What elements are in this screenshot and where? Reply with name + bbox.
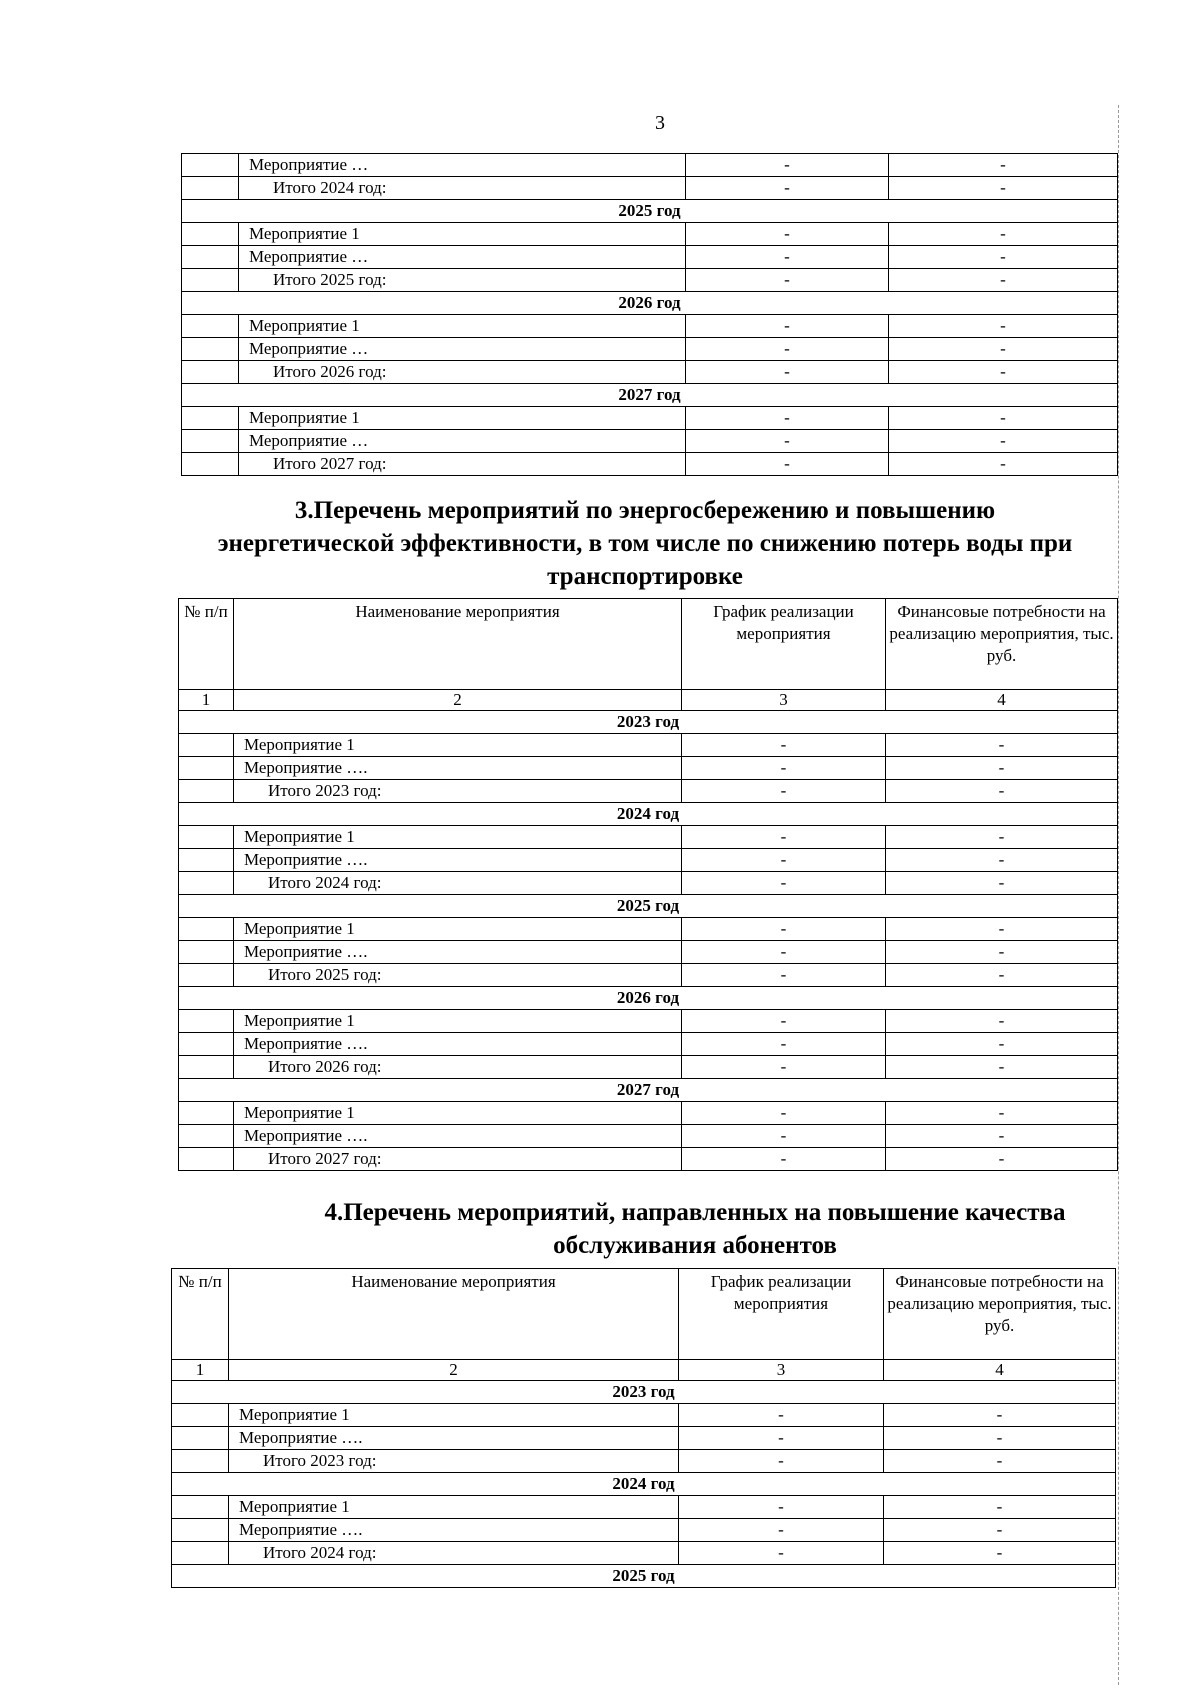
row-number-cell	[172, 1450, 229, 1473]
table-row	[172, 1404, 1116, 1427]
schedule-cell: -	[679, 1427, 884, 1450]
finance-cell: -	[884, 1496, 1116, 1519]
finance-cell: -	[886, 941, 1118, 964]
row-number-cell	[172, 1542, 229, 1565]
finance-cell: -	[889, 223, 1118, 246]
activity-name: Мероприятие 1	[234, 1010, 682, 1033]
schedule-cell: -	[682, 757, 886, 780]
row-number-cell	[179, 1010, 234, 1033]
activity-name: Мероприятие ….	[234, 1033, 682, 1056]
activity-name: Мероприятие 1	[234, 918, 682, 941]
column-number: 1	[172, 1360, 229, 1381]
finance-cell: -	[884, 1404, 1116, 1427]
table-row	[179, 1125, 1118, 1148]
row-number-cell	[172, 1404, 229, 1427]
row-number-cell	[182, 154, 239, 177]
finance-cell: -	[889, 246, 1118, 269]
row-number-cell	[182, 453, 239, 476]
activity-name: Мероприятие 1	[239, 407, 686, 430]
row-number-cell	[182, 361, 239, 384]
schedule-cell: -	[682, 849, 886, 872]
total-label: Итого 2024 год:	[234, 872, 682, 895]
activity-name: Мероприятие ….	[229, 1519, 679, 1542]
finance-cell: -	[886, 1010, 1118, 1033]
schedule-cell: -	[679, 1542, 884, 1565]
row-number-cell	[179, 1056, 234, 1079]
schedule-cell: -	[679, 1519, 884, 1542]
year-row	[179, 711, 1118, 734]
page-number: 3	[655, 112, 665, 134]
section-4-heading-line: обслуживания абонентов	[553, 1232, 837, 1259]
section-3-heading-line: транспортировке	[547, 563, 743, 590]
total-row	[182, 269, 1118, 292]
year-label: 2023 год	[172, 1381, 1116, 1404]
total-row	[172, 1542, 1116, 1565]
table-row	[179, 918, 1118, 941]
column-number: 4	[884, 1360, 1116, 1381]
finance-cell: -	[889, 430, 1118, 453]
row-number-cell	[179, 826, 234, 849]
year-row	[179, 803, 1118, 826]
schedule-cell: -	[686, 246, 889, 269]
table-row	[179, 1033, 1118, 1056]
table-row	[172, 1519, 1116, 1542]
schedule-cell: -	[682, 941, 886, 964]
year-label: 2026 год	[179, 987, 1118, 1010]
total-row	[179, 964, 1118, 987]
year-label: 2025 год	[179, 895, 1118, 918]
section-3-heading-line: энергетической эффективности, в том числе по снижению потерь воды при	[217, 530, 1073, 557]
section-4-heading	[260, 1196, 1130, 1262]
activity-name: Мероприятие ….	[234, 757, 682, 780]
year-row	[179, 1079, 1118, 1102]
table-row	[172, 1427, 1116, 1450]
schedule-cell: -	[686, 315, 889, 338]
row-number-cell	[172, 1427, 229, 1450]
column-number: 3	[682, 690, 886, 711]
total-row	[179, 1056, 1118, 1079]
finance-cell: -	[886, 757, 1118, 780]
schedule-cell: -	[686, 223, 889, 246]
schedule-cell: -	[686, 453, 889, 476]
finance-cell: -	[886, 872, 1118, 895]
table-row	[179, 849, 1118, 872]
table-row	[179, 941, 1118, 964]
table-row	[182, 154, 1118, 177]
schedule-cell: -	[682, 780, 886, 803]
row-number-cell	[182, 269, 239, 292]
activity-name: Мероприятие …	[239, 430, 686, 453]
row-number-cell	[182, 407, 239, 430]
finance-cell: -	[884, 1519, 1116, 1542]
table-row	[179, 734, 1118, 757]
row-number-cell	[182, 246, 239, 269]
schedule-cell: -	[682, 1102, 886, 1125]
table-row	[179, 757, 1118, 780]
activity-name: Мероприятие ….	[234, 1125, 682, 1148]
total-row	[172, 1450, 1116, 1473]
finance-cell: -	[886, 780, 1118, 803]
activity-name: Мероприятие 1	[239, 223, 686, 246]
finance-cell: -	[886, 1125, 1118, 1148]
row-number-cell	[182, 223, 239, 246]
year-label: 2024 год	[179, 803, 1118, 826]
header-name: Наименование мероприятия	[229, 1269, 679, 1360]
column-number-row	[172, 1360, 1116, 1381]
row-number-cell	[179, 1102, 234, 1125]
year-label: 2025 год	[172, 1565, 1116, 1588]
row-number-cell	[172, 1519, 229, 1542]
finance-cell: -	[884, 1542, 1116, 1565]
table-row	[182, 407, 1118, 430]
year-label: 2025 год	[182, 200, 1118, 223]
total-row	[179, 780, 1118, 803]
row-number-cell	[179, 918, 234, 941]
finance-cell: -	[886, 918, 1118, 941]
column-number: 2	[234, 690, 682, 711]
schedule-cell: -	[682, 918, 886, 941]
row-number-cell	[182, 177, 239, 200]
total-label: Итого 2023 год:	[234, 780, 682, 803]
activity-name: Мероприятие …	[239, 246, 686, 269]
row-number-cell	[172, 1496, 229, 1519]
table-row	[182, 223, 1118, 246]
header-name: Наименование мероприятия	[234, 599, 682, 690]
row-number-cell	[182, 315, 239, 338]
column-number: 4	[886, 690, 1118, 711]
finance-cell: -	[889, 154, 1118, 177]
total-label: Итого 2024 год:	[229, 1542, 679, 1565]
finance-cell: -	[889, 407, 1118, 430]
section-3-table	[178, 598, 1118, 1171]
schedule-cell: -	[679, 1496, 884, 1519]
year-row	[179, 987, 1118, 1010]
total-label: Итого 2025 год:	[239, 269, 686, 292]
finance-cell: -	[889, 453, 1118, 476]
table-row	[182, 338, 1118, 361]
total-row	[182, 177, 1118, 200]
year-row	[172, 1565, 1116, 1588]
table-row	[172, 1496, 1116, 1519]
activity-name: Мероприятие 1	[234, 1102, 682, 1125]
schedule-cell: -	[682, 1148, 886, 1171]
year-row	[182, 384, 1118, 407]
row-number-cell	[182, 430, 239, 453]
schedule-cell: -	[686, 154, 889, 177]
activity-name: Мероприятие 1	[234, 734, 682, 757]
finance-cell: -	[886, 849, 1118, 872]
finance-cell: -	[889, 315, 1118, 338]
finance-cell: -	[886, 1056, 1118, 1079]
table-row	[182, 315, 1118, 338]
row-number-cell	[179, 1148, 234, 1171]
finance-cell: -	[886, 1033, 1118, 1056]
row-number-cell	[179, 1125, 234, 1148]
activity-name: Мероприятие ….	[234, 941, 682, 964]
column-number: 3	[679, 1360, 884, 1381]
table-row	[179, 826, 1118, 849]
activity-name: Мероприятие …	[239, 154, 686, 177]
year-row	[182, 200, 1118, 223]
finance-cell: -	[886, 964, 1118, 987]
finance-cell: -	[886, 826, 1118, 849]
row-number-cell	[179, 872, 234, 895]
year-label: 2023 год	[179, 711, 1118, 734]
column-number: 2	[229, 1360, 679, 1381]
total-row	[182, 361, 1118, 384]
schedule-cell: -	[682, 872, 886, 895]
activity-name: Мероприятие 1	[229, 1404, 679, 1427]
row-number-cell	[179, 757, 234, 780]
section-4-table	[171, 1268, 1116, 1588]
schedule-cell: -	[682, 1010, 886, 1033]
year-row	[172, 1381, 1116, 1404]
year-row	[182, 292, 1118, 315]
schedule-cell: -	[682, 1056, 886, 1079]
total-label: Итого 2026 год:	[234, 1056, 682, 1079]
finance-cell: -	[886, 1102, 1118, 1125]
column-number: 1	[179, 690, 234, 711]
year-row	[179, 895, 1118, 918]
schedule-cell: -	[679, 1450, 884, 1473]
activity-name: Мероприятие 1	[229, 1496, 679, 1519]
schedule-cell: -	[682, 826, 886, 849]
schedule-cell: -	[686, 177, 889, 200]
schedule-cell: -	[686, 430, 889, 453]
total-label: Итого 2025 год:	[234, 964, 682, 987]
table-row	[179, 1010, 1118, 1033]
continuation-table	[181, 153, 1118, 476]
table-row	[182, 430, 1118, 453]
schedule-cell: -	[686, 361, 889, 384]
header-number: № п/п	[172, 1269, 229, 1360]
activity-name: Мероприятие …	[239, 338, 686, 361]
year-row	[172, 1473, 1116, 1496]
finance-cell: -	[889, 361, 1118, 384]
total-row	[182, 453, 1118, 476]
total-row	[179, 1148, 1118, 1171]
schedule-cell: -	[682, 734, 886, 757]
table-header-row	[179, 599, 1118, 690]
total-label: Итого 2026 год:	[239, 361, 686, 384]
scan-margin-line	[1118, 105, 1119, 1685]
section-4-heading-line: 4.Перечень мероприятий, направленных на повышение качества	[324, 1199, 1066, 1226]
total-label: Итого 2027 год:	[234, 1148, 682, 1171]
activity-name: Мероприятие ….	[234, 849, 682, 872]
section-3-heading-line: 3.Перечень мероприятий по энергосбережению и повышению	[294, 497, 996, 524]
row-number-cell	[179, 1033, 234, 1056]
schedule-cell: -	[686, 269, 889, 292]
finance-cell: -	[884, 1427, 1116, 1450]
row-number-cell	[179, 964, 234, 987]
schedule-cell: -	[682, 1033, 886, 1056]
year-label: 2027 год	[179, 1079, 1118, 1102]
year-label: 2024 год	[172, 1473, 1116, 1496]
schedule-cell: -	[682, 1125, 886, 1148]
total-label: Итого 2027 год:	[239, 453, 686, 476]
header-schedule: График реализации мероприятия	[679, 1269, 884, 1360]
finance-cell: -	[889, 338, 1118, 361]
schedule-cell: -	[686, 338, 889, 361]
schedule-cell: -	[679, 1404, 884, 1427]
header-finance: Финансовые потребности на реализацию мероприятия, тыс. руб.	[884, 1269, 1116, 1360]
finance-cell: -	[889, 269, 1118, 292]
table-row	[179, 1102, 1118, 1125]
total-label: Итого 2024 год:	[239, 177, 686, 200]
year-label: 2026 год	[182, 292, 1118, 315]
activity-name: Мероприятие 1	[239, 315, 686, 338]
row-number-cell	[179, 941, 234, 964]
finance-cell: -	[886, 734, 1118, 757]
table-row	[182, 246, 1118, 269]
section-3-heading	[170, 494, 1120, 593]
header-number: № п/п	[179, 599, 234, 690]
row-number-cell	[179, 734, 234, 757]
header-finance: Финансовые потребности на реализацию мероприятия, тыс. руб.	[886, 599, 1118, 690]
finance-cell: -	[884, 1450, 1116, 1473]
row-number-cell	[179, 849, 234, 872]
header-schedule: График реализации мероприятия	[682, 599, 886, 690]
row-number-cell	[182, 338, 239, 361]
total-row	[179, 872, 1118, 895]
finance-cell: -	[886, 1148, 1118, 1171]
year-label: 2027 год	[182, 384, 1118, 407]
schedule-cell: -	[686, 407, 889, 430]
total-label: Итого 2023 год:	[229, 1450, 679, 1473]
schedule-cell: -	[682, 964, 886, 987]
row-number-cell	[179, 780, 234, 803]
column-number-row	[179, 690, 1118, 711]
activity-name: Мероприятие 1	[234, 826, 682, 849]
table-header-row	[172, 1269, 1116, 1360]
finance-cell: -	[889, 177, 1118, 200]
activity-name: Мероприятие ….	[229, 1427, 679, 1450]
